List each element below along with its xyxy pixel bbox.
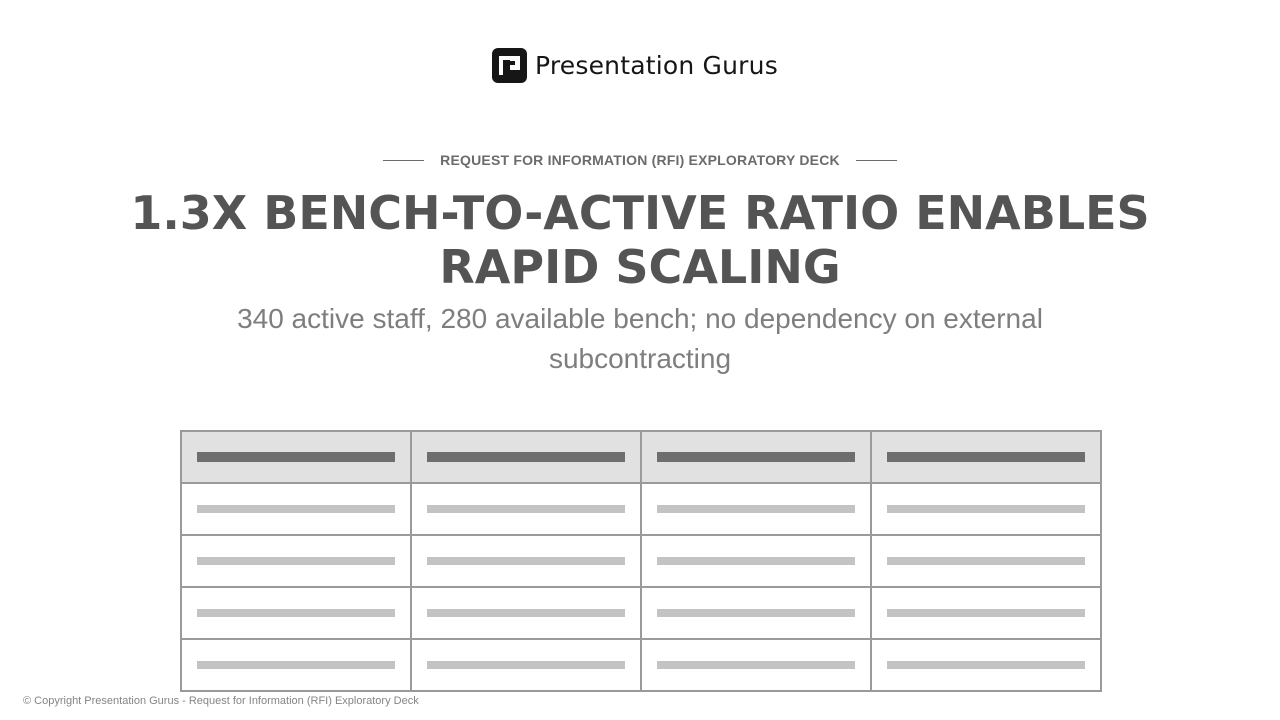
eyebrow-rule-left bbox=[383, 160, 424, 161]
table-cell bbox=[641, 483, 871, 535]
header-placeholder-bar bbox=[427, 452, 625, 462]
slide-subtitle: 340 active staff, 280 available bench; no dependency on external subcontracting bbox=[237, 303, 1043, 374]
header-placeholder-bar bbox=[197, 452, 395, 462]
table-cell bbox=[411, 639, 641, 691]
table-row bbox=[181, 483, 1101, 535]
table-cell bbox=[181, 587, 411, 639]
table-cell bbox=[411, 535, 641, 587]
eyebrow bbox=[0, 152, 1280, 168]
table-header-row bbox=[181, 431, 1101, 483]
brand-logo bbox=[492, 47, 778, 83]
table-header-cell bbox=[641, 431, 871, 483]
table-cell bbox=[411, 483, 641, 535]
cell-placeholder-bar bbox=[427, 505, 625, 513]
cell-placeholder-bar bbox=[657, 661, 855, 669]
cell-placeholder-bar bbox=[197, 557, 395, 565]
header-placeholder-bar bbox=[887, 452, 1085, 462]
cell-placeholder-bar bbox=[197, 505, 395, 513]
header-placeholder-bar bbox=[657, 452, 855, 462]
table-cell bbox=[641, 535, 871, 587]
cell-placeholder-bar bbox=[887, 661, 1085, 669]
table-cell bbox=[871, 639, 1101, 691]
cell-placeholder-bar bbox=[887, 609, 1085, 617]
cell-placeholder-bar bbox=[427, 557, 625, 565]
cell-placeholder-bar bbox=[887, 505, 1085, 513]
table-cell bbox=[181, 639, 411, 691]
table-cell bbox=[641, 587, 871, 639]
table-cell bbox=[871, 483, 1101, 535]
cell-placeholder-bar bbox=[657, 505, 855, 513]
cell-placeholder-bar bbox=[657, 609, 855, 617]
table-cell bbox=[181, 483, 411, 535]
table-cell bbox=[871, 535, 1101, 587]
cell-placeholder-bar bbox=[427, 661, 625, 669]
table-cell bbox=[871, 587, 1101, 639]
eyebrow-text: REQUEST FOR INFORMATION (RFI) EXPLORATORY DECK bbox=[440, 152, 840, 168]
table-header-cell bbox=[411, 431, 641, 483]
cell-placeholder-bar bbox=[427, 609, 625, 617]
cell-placeholder-bar bbox=[657, 557, 855, 565]
slide-title: 1.3X BENCH-TO-ACTIVE RATIO ENABLES RAPID SCALING bbox=[130, 186, 1150, 294]
cell-placeholder-bar bbox=[887, 557, 1085, 565]
cell-placeholder-bar bbox=[197, 609, 395, 617]
table-row bbox=[181, 535, 1101, 587]
table-row bbox=[181, 639, 1101, 691]
table-cell bbox=[181, 535, 411, 587]
brand-name: Presentation Gurus bbox=[535, 50, 778, 80]
table-header-cell bbox=[181, 431, 411, 483]
placeholder-table bbox=[180, 430, 1102, 692]
table-cell bbox=[641, 639, 871, 691]
cell-placeholder-bar bbox=[197, 661, 395, 669]
table-row bbox=[181, 587, 1101, 639]
pg-logo-icon bbox=[492, 48, 527, 83]
eyebrow-rule-right bbox=[856, 160, 897, 161]
table-cell bbox=[411, 587, 641, 639]
table-header-cell bbox=[871, 431, 1101, 483]
footer-copyright: © Copyright Presentation Gurus - Request for Information (RFI) Exploratory Deck bbox=[23, 695, 419, 707]
